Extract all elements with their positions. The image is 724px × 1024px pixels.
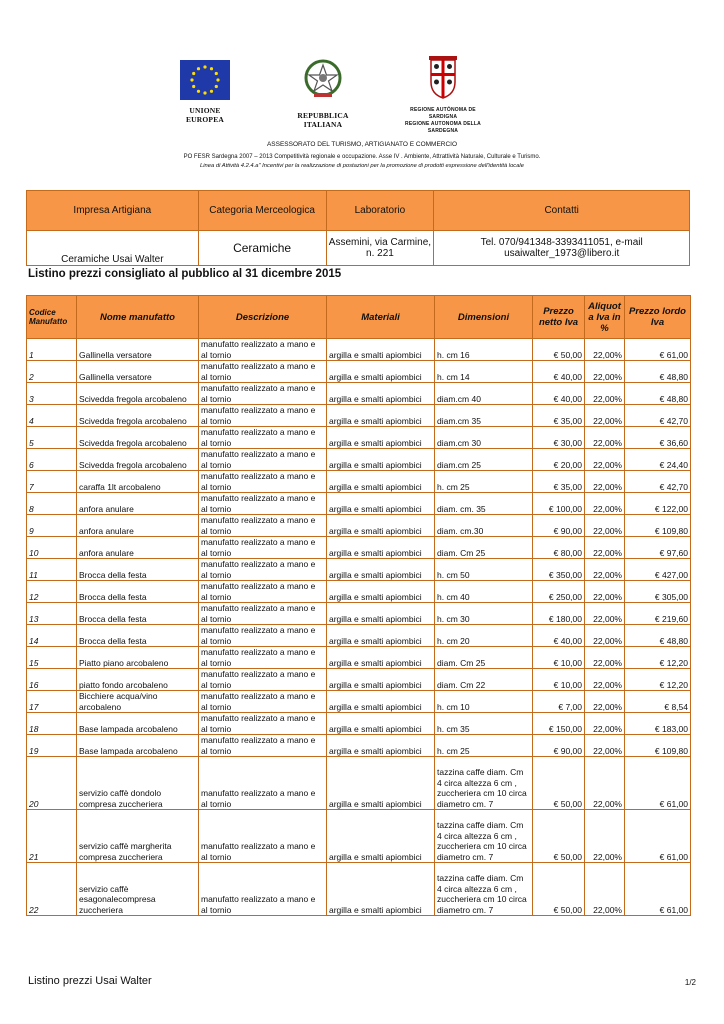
cell-materiali: argilla e smalti apiombici — [327, 603, 435, 625]
cell-codice: 12 — [27, 581, 77, 603]
logo-strip — [0, 56, 724, 134]
cell-codice: 18 — [27, 713, 77, 735]
cell-descrizione: manufatto realizzato a mano e al tornio — [199, 427, 327, 449]
cell-descrizione: manufatto realizzato a mano e al tornio — [199, 361, 327, 383]
cell-prezzo-lordo: € 12,20 — [625, 669, 691, 691]
cell-prezzo-lordo: € 42,70 — [625, 471, 691, 493]
cell-dimensioni: diam.cm 40 — [435, 383, 533, 405]
cell-descrizione: manufatto realizzato a mano e al tornio — [199, 449, 327, 471]
table-row — [27, 625, 691, 647]
cell-nome: Scivedda fregola arcobaleno — [77, 405, 199, 427]
cell-prezzo-lordo: € 61,00 — [625, 339, 691, 361]
cell-dimensioni: tazzina caffe diam. Cm 4 circa altezza 6 cm , zuccheriera cm 10 circa diametro cm. 7 — [435, 863, 533, 916]
cell-nome: Brocca della festa — [77, 625, 199, 647]
cell-materiali: argilla e smalti apiombici — [327, 427, 435, 449]
cell-codice: 21 — [27, 810, 77, 863]
cell-prezzo-lordo: € 24,40 — [625, 449, 691, 471]
laboratorio-value: Assemini, via Carmine, n. 221 — [326, 231, 434, 266]
cell-materiali: argilla e smalti apiombici — [327, 757, 435, 810]
table-row — [27, 405, 691, 427]
cell-prezzo-lordo: € 109,80 — [625, 735, 691, 757]
cell-descrizione: manufatto realizzato a mano e al tornio — [199, 537, 327, 559]
cell-nome: servizio caffè margherita compresa zuccheriera — [77, 810, 199, 863]
cell-nome: Bicchiere acqua/vino arcobaleno — [77, 691, 199, 713]
cell-descrizione: manufatto realizzato a mano e al tornio — [199, 735, 327, 757]
table-row — [27, 493, 691, 515]
cell-descrizione: manufatto realizzato a mano e al tornio — [199, 757, 327, 810]
price-list-table — [26, 295, 691, 916]
cell-materiali: argilla e smalti apiombici — [327, 691, 435, 713]
cell-descrizione: manufatto realizzato a mano e al tornio — [199, 647, 327, 669]
cell-prezzo-lordo: € 61,00 — [625, 810, 691, 863]
cell-prezzo-lordo: € 61,00 — [625, 757, 691, 810]
eu-caption: UNIONE EUROPEA — [185, 106, 225, 124]
cell-codice: 5 — [27, 427, 77, 449]
cell-dimensioni: h. cm 20 — [435, 625, 533, 647]
cell-prezzo-lordo: € 48,80 — [625, 361, 691, 383]
cell-prezzo-lordo: € 61,00 — [625, 863, 691, 916]
cell-prezzo-lordo: € 219,60 — [625, 603, 691, 625]
cell-materiali: argilla e smalti apiombici — [327, 669, 435, 691]
cell-codice: 2 — [27, 361, 77, 383]
cell-dimensioni: tazzina caffe diam. Cm 4 circa altezza 6 cm , zuccheriera cm 10 circa diametro cm. 7 — [435, 810, 533, 863]
impresa-value: Ceramiche Usai Walter — [27, 231, 199, 266]
cell-nome: Scivedda fregola arcobaleno — [77, 449, 199, 471]
table-row — [27, 581, 691, 603]
sardegna-shield-icon — [426, 56, 460, 100]
cell-codice: 19 — [27, 735, 77, 757]
cell-prezzo-lordo: € 8,54 — [625, 691, 691, 713]
cell-codice: 20 — [27, 757, 77, 810]
cell-materiali: argilla e smalti apiombici — [327, 863, 435, 916]
cell-nome: Scivedda fregola arcobaleno — [77, 427, 199, 449]
cell-prezzo-netto: € 50,00 — [533, 757, 585, 810]
cell-prezzo-netto: € 90,00 — [533, 735, 585, 757]
categoria-header: Categoria Merceologica — [198, 191, 326, 231]
table-row — [27, 810, 691, 863]
cell-nome: anfora anulare — [77, 493, 199, 515]
table-row — [27, 735, 691, 757]
cell-aliquota: 22,00% — [585, 449, 625, 471]
cell-aliquota: 22,00% — [585, 361, 625, 383]
categoria-value: Ceramiche — [198, 231, 326, 266]
cell-prezzo-lordo: € 48,80 — [625, 625, 691, 647]
cell-aliquota: 22,00% — [585, 559, 625, 581]
cell-codice: 7 — [27, 471, 77, 493]
cell-prezzo-lordo: € 48,80 — [625, 383, 691, 405]
cell-aliquota: 22,00% — [585, 405, 625, 427]
cell-materiali: argilla e smalti apiombici — [327, 383, 435, 405]
cell-descrizione: manufatto realizzato a mano e al tornio — [199, 625, 327, 647]
cell-aliquota: 22,00% — [585, 863, 625, 916]
cell-codice: 13 — [27, 603, 77, 625]
cell-prezzo-netto: € 40,00 — [533, 361, 585, 383]
po-fesr-line: PO FESR Sardegna 2007 – 2013 Competitività regionale e occupazione. Asse IV . Ambiente, Attrattività Naturale, Culturale e Turismo. — [183, 154, 541, 160]
table-row — [27, 427, 691, 449]
company-info-table — [26, 190, 690, 266]
cell-nome: Gallinella versatore — [77, 361, 199, 383]
cell-nome: piatto fondo arcobaleno — [77, 669, 199, 691]
cell-nome: Brocca della festa — [77, 603, 199, 625]
cell-nome: Base lampada arcobaleno — [77, 735, 199, 757]
cell-codice: 1 — [27, 339, 77, 361]
cell-dimensioni: diam. cm. 35 — [435, 493, 533, 515]
col-header-aliquota: Aliquot a Iva in % — [585, 296, 625, 339]
page-number: 1/2 — [684, 978, 696, 987]
col-header-prezzo-netto: Prezzo netto Iva — [533, 296, 585, 339]
cell-aliquota: 22,00% — [585, 810, 625, 863]
cell-prezzo-lordo: € 109,80 — [625, 515, 691, 537]
cell-dimensioni: diam. Cm 25 — [435, 537, 533, 559]
cell-dimensioni: h. cm 16 — [435, 339, 533, 361]
cell-dimensioni: diam.cm 35 — [435, 405, 533, 427]
cell-aliquota: 22,00% — [585, 339, 625, 361]
italian-emblem-icon — [303, 56, 343, 100]
table-row — [27, 515, 691, 537]
cell-prezzo-lordo: € 12,20 — [625, 647, 691, 669]
cell-descrizione: manufatto realizzato a mano e al tornio — [199, 713, 327, 735]
col-header-descrizione: Descrizione — [199, 296, 327, 339]
table-row — [27, 339, 691, 361]
cell-aliquota: 22,00% — [585, 713, 625, 735]
cell-codice: 11 — [27, 559, 77, 581]
table-row — [27, 757, 691, 810]
cell-prezzo-lordo: € 427,00 — [625, 559, 691, 581]
contatti-header: Contatti — [434, 191, 690, 231]
table-row — [27, 863, 691, 916]
cell-materiali: argilla e smalti apiombici — [327, 647, 435, 669]
cell-aliquota: 22,00% — [585, 735, 625, 757]
cell-descrizione: manufatto realizzato a mano e al tornio — [199, 383, 327, 405]
cell-dimensioni: diam. cm.30 — [435, 515, 533, 537]
col-header-nome: Nome manufatto — [77, 296, 199, 339]
footer-text: Listino prezzi Usai Walter — [28, 975, 152, 987]
cell-prezzo-netto: € 90,00 — [533, 515, 585, 537]
table-row — [27, 647, 691, 669]
cell-aliquota: 22,00% — [585, 493, 625, 515]
cell-dimensioni: h. cm 14 — [435, 361, 533, 383]
cell-dimensioni: h. cm 35 — [435, 713, 533, 735]
cell-prezzo-netto: € 80,00 — [533, 537, 585, 559]
cell-aliquota: 22,00% — [585, 757, 625, 810]
cell-codice: 15 — [27, 647, 77, 669]
cell-descrizione: manufatto realizzato a mano e al tornio — [199, 581, 327, 603]
cell-nome: Scivedda fregola arcobaleno — [77, 383, 199, 405]
cell-prezzo-lordo: € 97,60 — [625, 537, 691, 559]
cell-materiali: argilla e smalti apiombici — [327, 537, 435, 559]
cell-materiali: argilla e smalti apiombici — [327, 713, 435, 735]
cell-descrizione: manufatto realizzato a mano e al tornio — [199, 515, 327, 537]
cell-materiali: argilla e smalti apiombici — [327, 581, 435, 603]
cell-codice: 10 — [27, 537, 77, 559]
cell-codice: 8 — [27, 493, 77, 515]
col-header-codice: Codice Manufatto — [27, 296, 77, 339]
cell-dimensioni: h. cm 25 — [435, 735, 533, 757]
cell-aliquota: 22,00% — [585, 427, 625, 449]
cell-dimensioni: h. cm 30 — [435, 603, 533, 625]
cell-aliquota: 22,00% — [585, 647, 625, 669]
cell-aliquota: 22,00% — [585, 471, 625, 493]
table-row — [27, 559, 691, 581]
cell-nome: servizio caffè dondolo compresa zuccheriera — [77, 757, 199, 810]
cell-nome: Piatto piano arcobaleno — [77, 647, 199, 669]
cell-nome: anfora anulare — [77, 515, 199, 537]
cell-prezzo-netto: € 7,00 — [533, 691, 585, 713]
cell-descrizione: manufatto realizzato a mano e al tornio — [199, 339, 327, 361]
cell-dimensioni: h. cm 25 — [435, 471, 533, 493]
cell-dimensioni: h. cm 40 — [435, 581, 533, 603]
cell-descrizione: manufatto realizzato a mano e al tornio — [199, 691, 327, 713]
cell-prezzo-lordo: € 42,70 — [625, 405, 691, 427]
cell-descrizione: manufatto realizzato a mano e al tornio — [199, 603, 327, 625]
cell-dimensioni: diam. Cm 22 — [435, 669, 533, 691]
cell-descrizione: manufatto realizzato a mano e al tornio — [199, 493, 327, 515]
cell-aliquota: 22,00% — [585, 581, 625, 603]
cell-prezzo-netto: € 150,00 — [533, 713, 585, 735]
cell-codice: 9 — [27, 515, 77, 537]
cell-prezzo-netto: € 250,00 — [533, 581, 585, 603]
cell-nome: Base lampada arcobaleno — [77, 713, 199, 735]
cell-nome: caraffa 1lt arcobaleno — [77, 471, 199, 493]
sardegna-caption-2: REGIONE AUTONOMA DELLA SARDEGNA — [405, 121, 481, 134]
cell-materiali: argilla e smalti apiombici — [327, 559, 435, 581]
company-info-value-row — [27, 231, 690, 266]
cell-materiali: argilla e smalti apiombici — [327, 515, 435, 537]
cell-prezzo-netto: € 100,00 — [533, 493, 585, 515]
table-row — [27, 449, 691, 471]
cell-dimensioni: diam. Cm 25 — [435, 647, 533, 669]
cell-codice: 16 — [27, 669, 77, 691]
cell-codice: 4 — [27, 405, 77, 427]
cell-descrizione: manufatto realizzato a mano e al tornio — [199, 559, 327, 581]
cell-descrizione: manufatto realizzato a mano e al tornio — [199, 405, 327, 427]
cell-descrizione: manufatto realizzato a mano e al tornio — [199, 810, 327, 863]
cell-prezzo-netto: € 35,00 — [533, 471, 585, 493]
company-info-header-row — [27, 191, 690, 231]
cell-prezzo-netto: € 30,00 — [533, 427, 585, 449]
cell-prezzo-netto: € 10,00 — [533, 647, 585, 669]
cell-materiali: argilla e smalti apiombici — [327, 361, 435, 383]
table-row — [27, 471, 691, 493]
cell-aliquota: 22,00% — [585, 669, 625, 691]
cell-codice: 22 — [27, 863, 77, 916]
table-row — [27, 669, 691, 691]
cell-prezzo-lordo: € 305,00 — [625, 581, 691, 603]
table-row — [27, 603, 691, 625]
col-header-prezzo-lordo: Prezzo lordo Iva — [625, 296, 691, 339]
table-row — [27, 537, 691, 559]
table-row — [27, 383, 691, 405]
cell-nome: Brocca della festa — [77, 581, 199, 603]
italy-logo — [283, 56, 363, 129]
eu-flag-icon — [180, 60, 230, 100]
sardegna-logo — [398, 56, 488, 135]
cell-materiali: argilla e smalti apiombici — [327, 405, 435, 427]
cell-aliquota: 22,00% — [585, 537, 625, 559]
cell-dimensioni: h. cm 10 — [435, 691, 533, 713]
cell-nome: anfora anulare — [77, 537, 199, 559]
price-list-header-row — [27, 296, 691, 339]
cell-materiali: argilla e smalti apiombici — [327, 339, 435, 361]
cell-prezzo-netto: € 350,00 — [533, 559, 585, 581]
cell-codice: 3 — [27, 383, 77, 405]
cell-materiali: argilla e smalti apiombici — [327, 625, 435, 647]
cell-aliquota: 22,00% — [585, 625, 625, 647]
cell-materiali: argilla e smalti apiombici — [327, 471, 435, 493]
cell-aliquota: 22,00% — [585, 515, 625, 537]
laboratorio-header: Laboratorio — [326, 191, 434, 231]
cell-prezzo-netto: € 50,00 — [533, 339, 585, 361]
cell-aliquota: 22,00% — [585, 691, 625, 713]
italy-caption: REPUBBLICA ITALIANA — [297, 111, 349, 129]
cell-materiali: argilla e smalti apiombici — [327, 810, 435, 863]
cell-prezzo-netto: € 10,00 — [533, 669, 585, 691]
cell-nome: servizio caffè esagonalecompresa zuccheriera — [77, 863, 199, 916]
cell-prezzo-netto: € 50,00 — [533, 863, 585, 916]
cell-materiali: argilla e smalti apiombici — [327, 735, 435, 757]
cell-descrizione: manufatto realizzato a mano e al tornio — [199, 863, 327, 916]
cell-descrizione: manufatto realizzato a mano e al tornio — [199, 669, 327, 691]
sardegna-caption-1: REGIONE AUTÒNOMA DE SARDIGNA — [410, 107, 476, 120]
linea-attivita-line: Linea di Attività 4.2.4.a" Incentivi per la realizzazione di postazioni per la promozione di prodotti espressione dell'identità locale — [200, 163, 524, 169]
cell-descrizione: manufatto realizzato a mano e al tornio — [199, 471, 327, 493]
cell-dimensioni: h. cm 50 — [435, 559, 533, 581]
cell-dimensioni: tazzina caffe diam. Cm 4 circa altezza 6 cm , zuccheriera cm 10 circa diametro cm. 7 — [435, 757, 533, 810]
cell-prezzo-lordo: € 36,60 — [625, 427, 691, 449]
cell-codice: 14 — [27, 625, 77, 647]
impresa-header: Impresa Artigiana — [27, 191, 199, 231]
col-header-materiali: Materiali — [327, 296, 435, 339]
cell-prezzo-lordo: € 122,00 — [625, 493, 691, 515]
cell-nome: Brocca della festa — [77, 559, 199, 581]
cell-materiali: argilla e smalti apiombici — [327, 449, 435, 471]
cell-aliquota: 22,00% — [585, 603, 625, 625]
cell-dimensioni: diam.cm 25 — [435, 449, 533, 471]
cell-nome: Gallinella versatore — [77, 339, 199, 361]
cell-prezzo-netto: € 50,00 — [533, 810, 585, 863]
table-row — [27, 361, 691, 383]
assessorato-line: ASSESSORATO DEL TURISMO, ARTIGIANATO E COMMERCIO — [266, 141, 458, 148]
cell-prezzo-netto: € 40,00 — [533, 625, 585, 647]
cell-materiali: argilla e smalti apiombici — [327, 493, 435, 515]
cell-prezzo-lordo: € 183,00 — [625, 713, 691, 735]
cell-dimensioni: diam.cm 30 — [435, 427, 533, 449]
cell-codice: 6 — [27, 449, 77, 471]
cell-prezzo-netto: € 40,00 — [533, 383, 585, 405]
cell-prezzo-netto: € 35,00 — [533, 405, 585, 427]
cell-prezzo-netto: € 180,00 — [533, 603, 585, 625]
cell-prezzo-netto: € 20,00 — [533, 449, 585, 471]
eu-logo — [174, 60, 236, 124]
contatti-value: Tel. 070/941348-3393411051, e-mail usaiwalter_1973@libero.it — [434, 231, 690, 266]
price-list-title: Listino prezzi consigliato al pubblico al 31 dicembre 2015 — [28, 268, 342, 280]
cell-aliquota: 22,00% — [585, 383, 625, 405]
table-row — [27, 713, 691, 735]
table-row — [27, 691, 691, 713]
cell-codice: 17 — [27, 691, 77, 713]
col-header-dimensioni: Dimensioni — [435, 296, 533, 339]
